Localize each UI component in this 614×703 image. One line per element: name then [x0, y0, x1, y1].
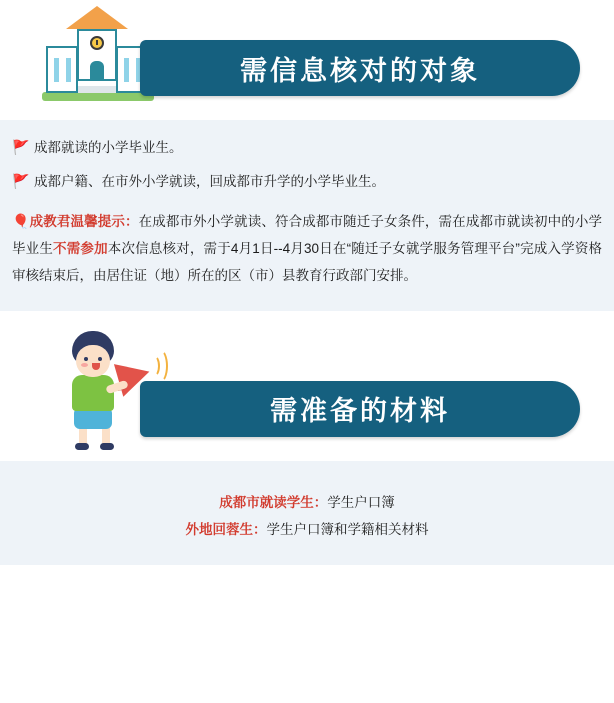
- tip-text-part-one: 在成都市外小学就读、符合成都市随迁子女条件，需在成都市就读初中的小学毕业生: [12, 213, 603, 256]
- kid-left-shoe-shape: [75, 443, 89, 450]
- tip-emphasis: 不需参加: [53, 240, 108, 256]
- info-panel: [0, 120, 614, 311]
- list-item: [12, 172, 602, 192]
- kid-cheek-shape: [81, 363, 88, 367]
- list-item-label: 成都户籍、在市外小学就读，回成都市升学的小学毕业生。: [34, 174, 385, 190]
- school-door-shape: [90, 61, 104, 81]
- school-roof-shape: [66, 6, 128, 29]
- material-value: 学生户口簿: [327, 494, 395, 510]
- tip-heading: 成教君温馨提示：: [29, 213, 139, 229]
- kid-mouth-shape: [92, 363, 100, 370]
- list-item: [12, 489, 602, 516]
- material-label: 外地回蓉生：: [185, 521, 267, 537]
- banner-section-two: [0, 311, 614, 461]
- school-steps-shape: [78, 86, 116, 93]
- kid-right-shoe-shape: [100, 443, 114, 450]
- list-item: [12, 516, 602, 543]
- banner-two-title: 需准备的材料: [270, 396, 450, 426]
- red-pin-icon: 🚩: [12, 139, 30, 155]
- kid-face-shape: [76, 345, 110, 377]
- tip-paragraph: [12, 207, 602, 289]
- banner-one-bar: [140, 40, 580, 96]
- kid-right-leg-shape: [102, 427, 110, 445]
- kid-right-eye-shape: [98, 357, 102, 361]
- school-clock-icon: [90, 36, 104, 50]
- school-ground-shape: [42, 92, 154, 101]
- list-item-label: 成都就读的小学毕业生。: [34, 140, 183, 155]
- list-item: [12, 138, 602, 158]
- red-pin-icon: 🚩: [12, 173, 30, 190]
- school-left-wing-shape: [46, 46, 78, 93]
- banner-two-bar: [140, 381, 580, 437]
- kid-left-leg-shape: [79, 427, 87, 445]
- school-illustration-icon: [40, 6, 155, 111]
- material-label: 成都市就读学生：: [219, 494, 328, 510]
- kid-shorts-shape: [74, 409, 112, 429]
- materials-panel: [0, 461, 614, 565]
- banner-one-title: 需信息核对的对象: [240, 55, 480, 86]
- tip-text-part-two: 本次信息核对，需于4月1日--4月30日在“随迁子女就学服务管理平台”完成入学资格审核结束后，由居住证（地）所在的区（市）县教育行政部门安排。: [12, 240, 603, 283]
- red-balloon-icon: 🎈: [12, 212, 30, 229]
- material-value: 学生户口簿和学籍相关材料: [266, 521, 429, 537]
- kid-left-eye-shape: [84, 357, 88, 361]
- banner-section-one: [0, 0, 614, 120]
